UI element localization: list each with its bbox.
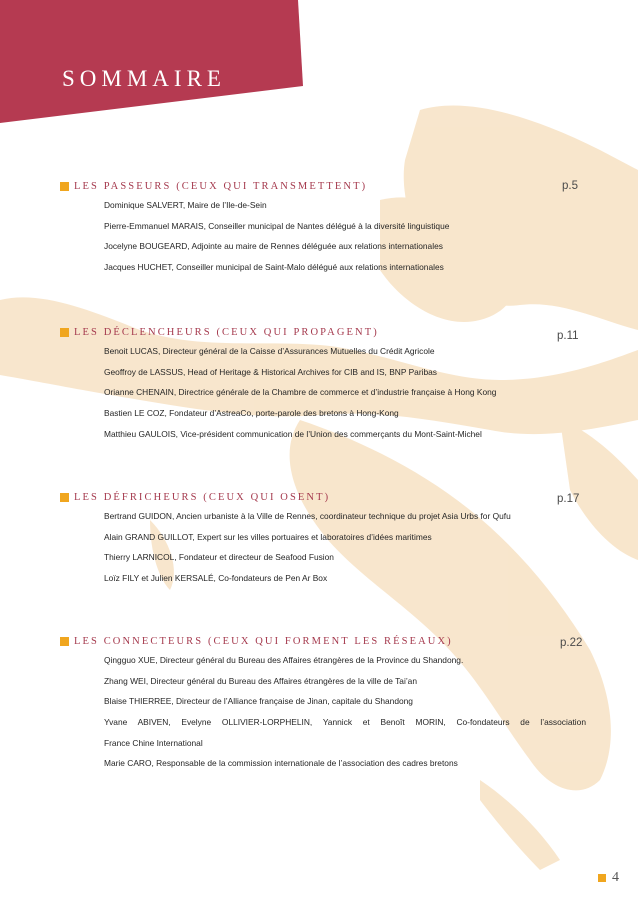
page-number: 4 bbox=[612, 870, 619, 885]
list-item: Alain GRAND GUILLOT, Expert sur les villes portuaires et laboratoires d’idées maritimes bbox=[104, 531, 432, 542]
list-item: Bastien LE COZ, Fondateur d’AstreaCo, porte-parole des bretons à Hong-Kong bbox=[104, 408, 399, 419]
list-item: Pierre-Emmanuel MARAIS, Conseiller municipal de Nantes délégué à la diversité linguistique bbox=[104, 220, 450, 231]
section-bullet bbox=[60, 493, 69, 502]
list-item: France Chine International bbox=[104, 737, 203, 748]
list-item: Bertrand GUIDON, Ancien urbaniste à la Ville de Rennes, coordinateur technique du projet Asia Urbs for Qufu bbox=[104, 511, 511, 521]
section-title: LES PASSEURS (CEUX QUI TRANSMETTENT) bbox=[74, 181, 368, 192]
list-item: Dominique SALVERT, Maire de l’Ile-de-Sein bbox=[104, 200, 267, 210]
list-item: Orianne CHENAIN, Directrice générale de la Chambre de commerce et d’industrie française à Hong Kong bbox=[104, 387, 497, 398]
section-title: LES DÉFRICHEURS (CEUX QUI OSENT) bbox=[74, 492, 331, 503]
list-item: Yvane ABIVEN, Evelyne OLLIVIER-LORPHELIN, Yannick et Benoît MORIN, Co-fondateurs de l’association bbox=[104, 717, 586, 728]
section-entries bbox=[104, 346, 586, 449]
section-bullet bbox=[60, 182, 69, 191]
section-page-ref: p.17 bbox=[557, 493, 580, 505]
section-entries bbox=[104, 200, 586, 283]
list-item: Geoffroy de LASSUS, Head of Heritage & Historical Archives for CIB and IS, BNP Paribas bbox=[104, 366, 437, 377]
section-page-ref: p.5 bbox=[562, 180, 578, 192]
list-item: Blaise THIERREE, Directeur de l’Alliance française de Jinan, capitale du Shandong bbox=[104, 696, 413, 707]
section-entries bbox=[104, 511, 586, 594]
section-page-ref: p.11 bbox=[557, 330, 579, 342]
list-item: Matthieu GAULOIS, Vice-président communication de l’Union des commerçants du Mont-Saint-Michel bbox=[104, 428, 482, 439]
list-item: Marie CARO, Responsable de la commission internationale de l’association des cadres bretons bbox=[104, 758, 458, 769]
section-title: LES DÉCLENCHEURS (CEUX QUI PROPAGENT) bbox=[74, 327, 379, 338]
list-item: Qingguo XUE, Directeur général du Bureau des Affaires étrangères de la Province du Shandong. bbox=[104, 655, 464, 665]
list-item: Thierry LARNICOL, Fondateur et directeur de Seafood Fusion bbox=[104, 552, 334, 563]
footer-bullet bbox=[598, 874, 606, 882]
list-item: Loïz FILY et Julien KERSALÉ, Co-fondateurs de Pen Ar Box bbox=[104, 573, 328, 584]
section-bullet bbox=[60, 637, 69, 646]
section-title: LES CONNECTEURS (CEUX QUI FORMENT LES RÉSEAUX) bbox=[74, 636, 453, 647]
page-title: SOMMAIRE bbox=[62, 66, 226, 91]
list-item: Jacques HUCHET, Conseiller municipal de Saint-Malo délégué aux relations internationales bbox=[104, 262, 444, 273]
list-item: Zhang WEI, Directeur général du Bureau des Affaires étrangères de la ville de Tai’an bbox=[104, 675, 418, 686]
section-bullet bbox=[60, 328, 69, 337]
list-item: Jocelyne BOUGEARD, Adjointe au maire de Rennes déléguée aux relations internationales bbox=[104, 241, 443, 252]
list-item: Benoit LUCAS, Directeur général de la Caisse d’Assurances Mutuelles du Crédit Agricole bbox=[104, 346, 435, 356]
section-entries bbox=[104, 655, 586, 779]
section-page-ref: p.22 bbox=[560, 637, 583, 649]
